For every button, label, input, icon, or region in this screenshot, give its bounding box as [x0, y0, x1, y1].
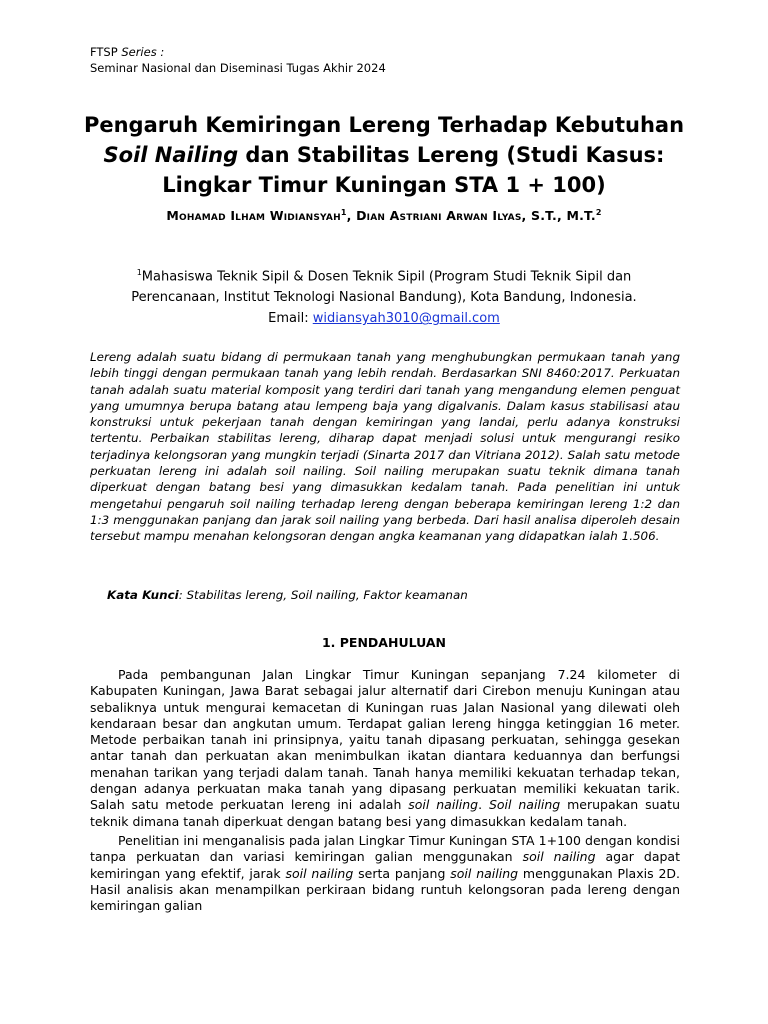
author-1: Mohamad Ilham Widiansyah [166, 208, 341, 224]
p1-italic-term-1: soil nailing [408, 797, 479, 813]
affiliation-text-1: Mahasiswa Teknik Sipil & Dosen Teknik Sipil (Program Studi Teknik Sipil dan [141, 269, 632, 285]
email-line [80, 308, 688, 329]
series-line [90, 44, 386, 60]
author-1-affil-mark: 1 [340, 208, 347, 217]
p2-italic-term-1: soil nailing [522, 849, 596, 865]
p2-italic-term-3: soil nailing [450, 865, 519, 881]
p2-text-c: serta panjang [353, 865, 451, 881]
author-list [60, 208, 708, 223]
title-line-2-rest: dan Stabilitas Lereng (Studi Kasus: [238, 143, 665, 167]
running-header [90, 44, 386, 76]
series-word: Series : [121, 45, 165, 59]
affiliation-line-2: Perencanaan, Institut Teknologi Nasional Bandung), Kota Bandung, Indonesia. [131, 290, 637, 306]
body-paragraph-2 [90, 833, 680, 914]
paper-title [60, 110, 708, 200]
p1-text-a: Pada pembangunan Jalan Lingkar Timur Kuningan sepanjang 7.24 kilometer di Kabupaten Kuningan, Jawa Barat sebagai jalur alternatif dari Cirebon menuju Kuningan atau sebaliknya untuk mengurai kemacetan di Kuningan ruas Jalan Nasional yang dilewati oleh kendaraan besar dan angkutan umum. Terdapat galian lereng hingga ketinggian 16 meter. Metode perbaikan tanah ini prinsipnya, yaitu tanah dipasang perkuatan, sehingga gesekan antar tanah dan perkuatan akan menimbulkan ikatan diantara keduannya dan berfungsi menahan tarikan yang terjadi dalam tanah. Tanah hanya memiliki kekuatan terhadap tekan, dengan adanya perkuatan maka tanah yang dipasang perkuatan memiliki kekuatan tarik. Salah satu metode perkuatan lereng ini adalah [90, 667, 680, 813]
email-link[interactable]: widiansyah3010@gmail.com [312, 311, 500, 327]
series-label: FTSP [90, 45, 118, 59]
p2-text-b: agar dapat kemiringan yang efektif, jarak [90, 849, 680, 881]
title-line-1: Pengaruh Kemiringan Lereng Terhadap Kebutuhan [83, 113, 685, 137]
title-line-2 [60, 140, 708, 170]
author-2-affil-mark: 2 [595, 208, 602, 217]
p2-italic-term-2: soil nailing [285, 865, 354, 881]
p2-text-a: Penelitian ini menganalisis pada jalan Lingkar Timur Kuningan STA 1+100 dengan kondisi tanpa perkuatan dan variasi kemiringan galian menggunakan [90, 832, 680, 865]
seminar-name: Seminar Nasional dan Diseminasi Tugas Akhir 2024 [90, 61, 386, 75]
section-heading: 1. PENDAHULUAN [321, 635, 447, 650]
affiliation [80, 262, 688, 329]
email-label: Email: [268, 311, 313, 327]
author-2: Dian Astriani Arwan Ilyas, S.T., M.T. [356, 208, 596, 224]
title-italic-term: Soil Nailing [103, 143, 239, 167]
body-paragraph-1 [90, 667, 680, 830]
title-line-3: Lingkar Timur Kuningan STA 1 + 100) [162, 173, 606, 197]
keywords [107, 588, 468, 602]
p1-text-c: merupakan suatu teknik dimana tanah diperkuat dengan batang besi yang dimasukkan kedalam tanah. [90, 797, 681, 829]
affiliation-mark: 1 [136, 268, 142, 277]
keywords-text: : Stabilitas lereng, Soil nailing, Faktor keamanan [178, 588, 468, 602]
affiliation-line-1 [80, 262, 688, 287]
p1-italic-term-2: Soil nailing [488, 797, 561, 813]
author-separator: , [346, 208, 357, 224]
section-body [90, 667, 680, 914]
p2-text-d: menggunakan Plaxis 2D. Hasil analisis akan menampilkan perkiraan bidang runtuh kelongsoran pada lereng dengan kemiringan galian [90, 865, 681, 914]
p1-text-b: . [478, 797, 489, 813]
keywords-label: Kata Kunci [107, 588, 179, 602]
abstract: Lereng adalah suatu bidang di permukaan tanah yang menghubungkan permukaan tanah yang lebih tinggi dengan permukaan tanah yang lebih rendah. Berdasarkan SNI 8460:2017. Perkuatan tanah adalah suatu material komposit yang terdiri dari tanah yang mengandung elemen penguat yang umumnya berupa batang atau lempeng baja yang digalvanis. Dalam kasus stabilisasi atau konstruksi untuk pekerjaan tanah dengan kemiringan yang landai, perlu adanya konstruksi tertentu. Perbaikan stabilitas lereng, diharap dapat menjadi solusi untuk mengurangi resiko terjadinya kelongsoran yang mungkin terjadi (Sinarta 2017 dan Vitriana 2012). Salah satu metode perkuatan lereng ini adalah soil nailing. Soil nailing merupakan suatu teknik dimana tanah diperkuat dengan batang besi yang dimasukkan kedalam tanah. Pada penelitian ini untuk mengetahui pengaruh soil nailing terhadap lereng dengan beberapa kemiringan lereng 1:2 dan 1:3 menggunakan panjang dan jarak soil nailing yang berbeda. Dari hasil analisa diperoleh desain tersebut mampu menahan kelongsoran dengan angka keamanan yang didapatkan ialah 1.506. [90, 350, 680, 544]
